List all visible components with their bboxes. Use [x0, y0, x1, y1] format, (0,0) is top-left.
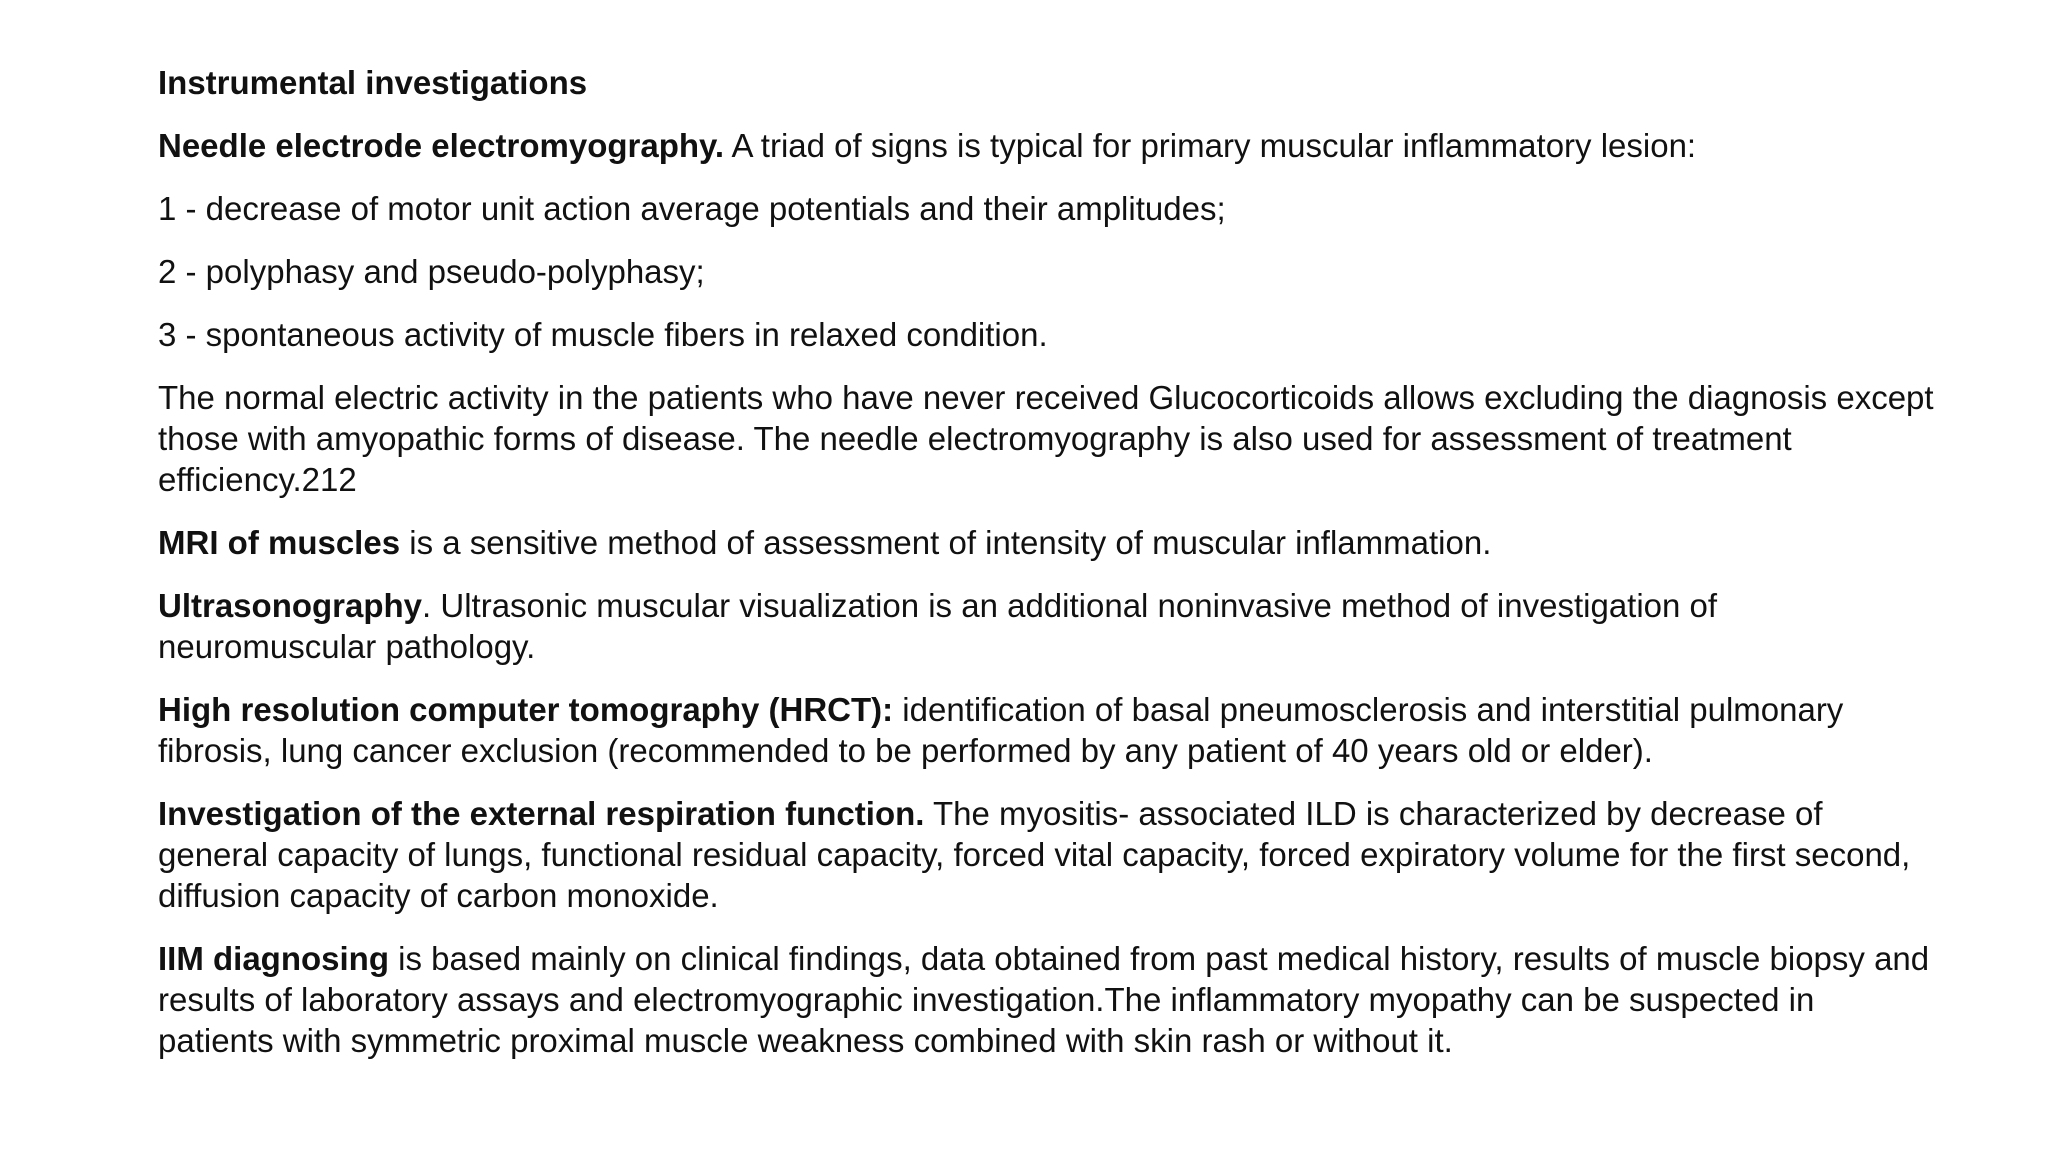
hrct-title: High resolution computer tomography (HRCT): — [158, 691, 894, 728]
triad-item-2: 2 - polyphasy and pseudo-polyphasy; — [158, 253, 705, 290]
hrct-paragraph — [158, 689, 1938, 771]
mri-title: MRI of muscles — [158, 524, 401, 561]
ultrasound-text: . Ultrasonic muscular visualization is an additional noninvasive method of investigation of neuromuscular pathology. — [158, 587, 1718, 665]
respiration-text: The myositis- associated ILD is characterized by decrease of general capacity of lungs, functional residual capacity, forced vital capacity, forced expiratory volume for the first second, diffusion capacity of carbon monoxide. — [158, 795, 1911, 914]
respiration-paragraph — [158, 793, 1938, 916]
normal-activity-paragraph: The normal electric activity in the patients who have never received Glucocorticoids allows excluding the diagnosis except those with amyopathic forms of disease. The needle electromyography is also used for assessment of treatment efficiency.212 — [158, 379, 1934, 498]
emg-paragraph — [158, 125, 1938, 166]
mri-paragraph — [158, 522, 1938, 563]
hrct-text: identification of basal pneumosclerosis and interstitial pulmonary fibrosis, lung cancer exclusion (recommended to be performed by any patient of 40 years old or elder). — [158, 691, 1844, 769]
iim-title: IIM diagnosing — [158, 940, 389, 977]
respiration-title: Investigation of the external respiration function. — [158, 795, 925, 832]
iim-text: is based mainly on clinical findings, data obtained from past medical history, results of muscle biopsy and results of laboratory assays and electromyographic investigation.The inflammatory myopathy can be suspected in patients with symmetric proximal muscle weakness combined with skin rash or without it. — [158, 940, 1930, 1059]
emg-text: A triad of signs is typical for primary muscular inflammatory lesion: — [724, 127, 1697, 164]
ultrasound-paragraph — [158, 585, 1938, 667]
iim-paragraph — [158, 938, 1938, 1061]
mri-text: is a sensitive method of assessment of intensity of muscular inflammation. — [400, 524, 1492, 561]
ultrasound-title: Ultrasonography — [158, 587, 423, 624]
slide-content — [158, 62, 1938, 1083]
emg-title: Needle electrode electromyography. — [158, 127, 725, 164]
triad-item-3: 3 - spontaneous activity of muscle fibers in relaxed condition. — [158, 316, 1048, 353]
triad-item-1: 1 - decrease of motor unit action average potentials and their amplitudes; — [158, 190, 1226, 227]
slide-heading: Instrumental investigations — [158, 64, 588, 101]
